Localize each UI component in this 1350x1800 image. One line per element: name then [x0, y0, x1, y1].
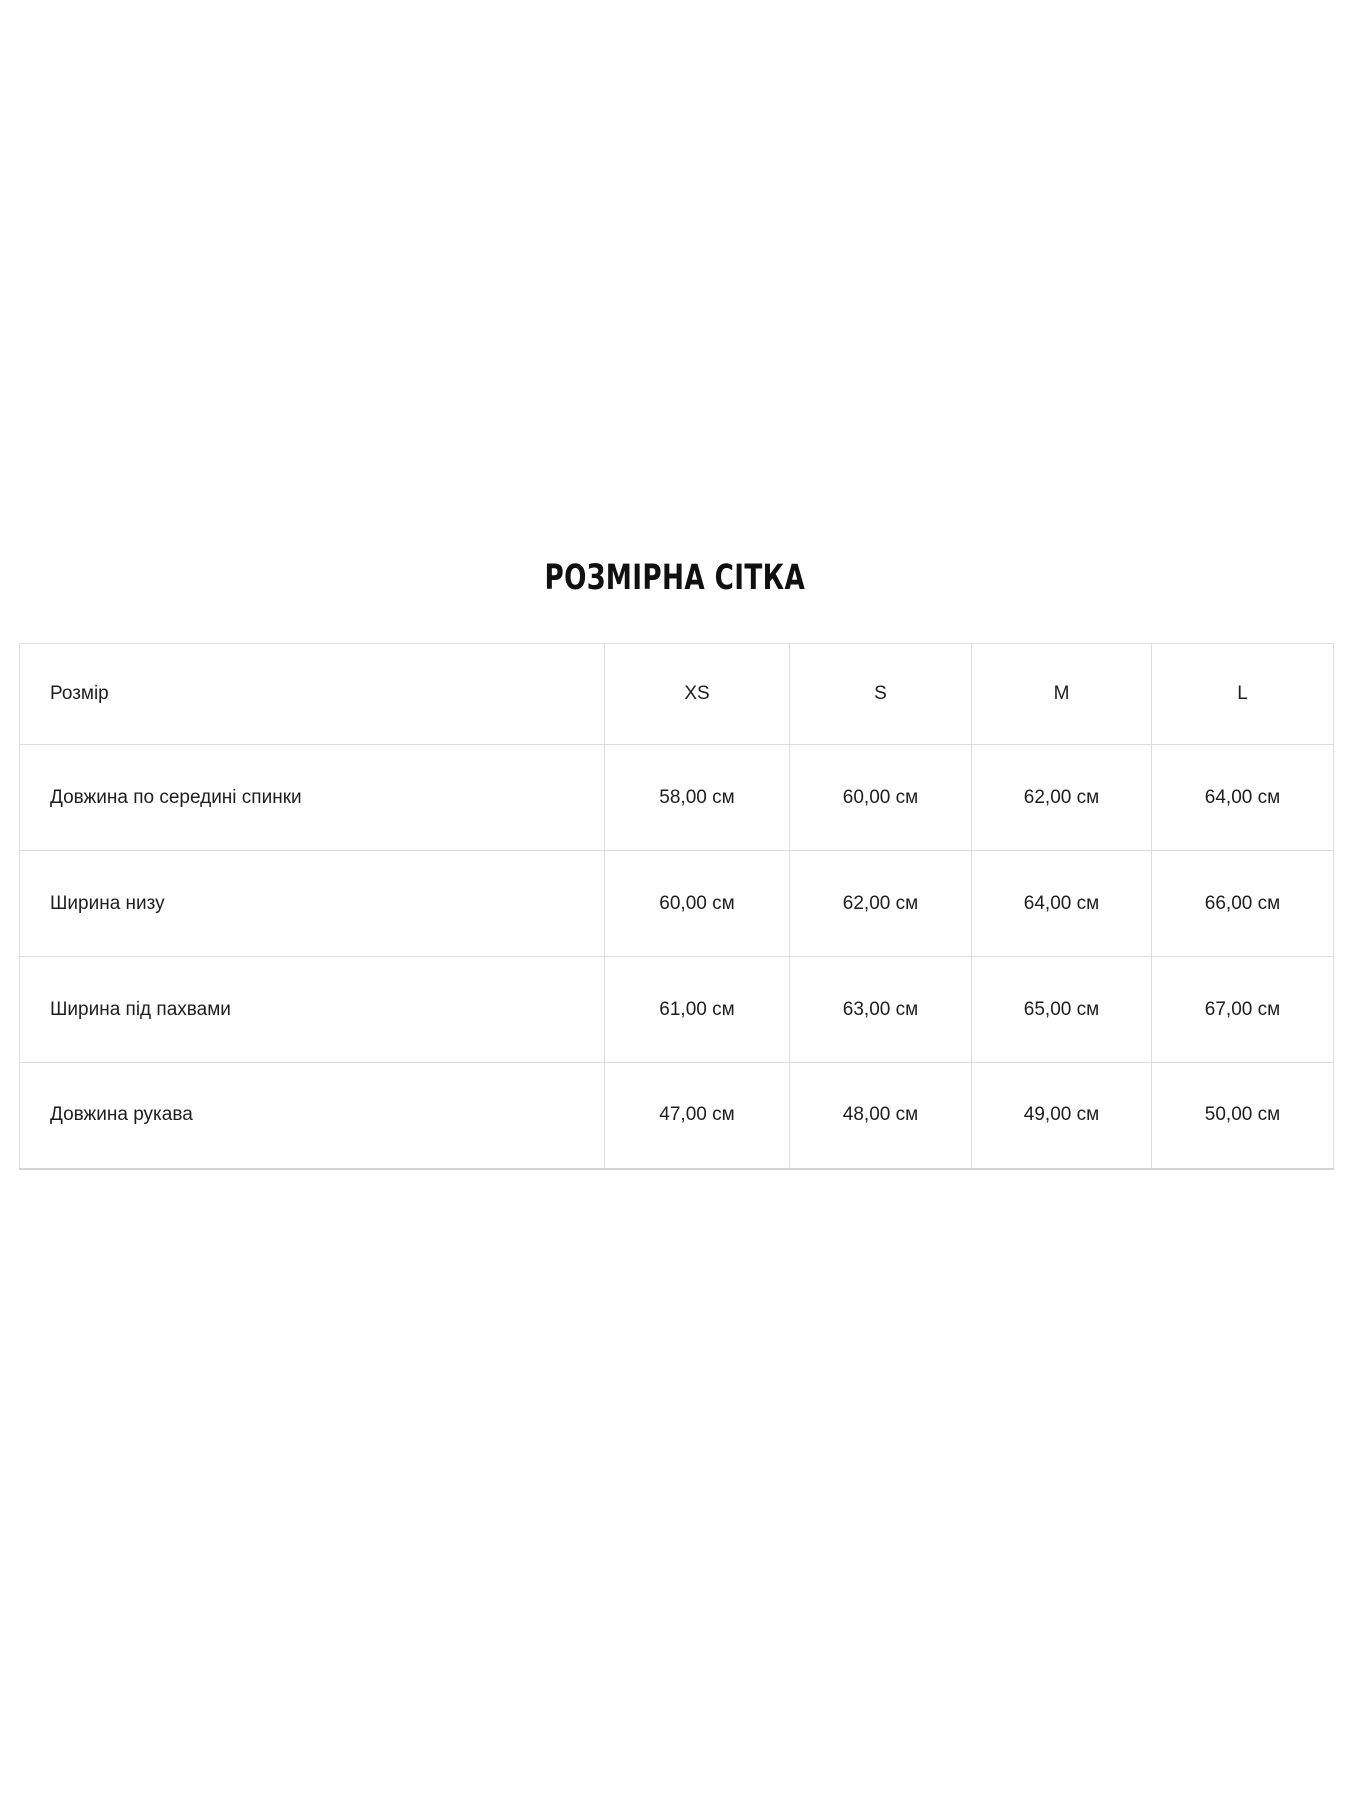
measurement-label: Довжина рукава — [20, 1063, 605, 1169]
measurement-value-xs: 58,00 см — [605, 745, 790, 851]
table-row-bottom-width — [20, 851, 1334, 957]
measurement-value-s: 63,00 см — [790, 957, 972, 1063]
measurement-value-m: 49,00 см — [972, 1063, 1152, 1169]
measurement-value-s: 48,00 см — [790, 1063, 972, 1169]
column-header-s: S — [790, 644, 972, 745]
table-row-sleeve-length — [20, 1063, 1334, 1169]
measurement-value-l: 67,00 см — [1152, 957, 1334, 1063]
page-title: РОЗМІРНА СІТКА — [544, 558, 806, 598]
size-table — [19, 643, 1334, 1170]
measurement-value-s: 62,00 см — [790, 851, 972, 957]
table-row-back-length — [20, 745, 1334, 851]
title-wrap — [0, 556, 1350, 600]
measurement-value-xs: 61,00 см — [605, 957, 790, 1063]
measurement-value-xs: 60,00 см — [605, 851, 790, 957]
measurement-value-l: 64,00 см — [1152, 745, 1334, 851]
measurement-value-s: 60,00 см — [790, 745, 972, 851]
measurement-value-m: 65,00 см — [972, 957, 1152, 1063]
column-header-size: Розмір — [20, 644, 605, 745]
measurement-label: Ширина під пахвами — [20, 957, 605, 1063]
column-header-m: M — [972, 644, 1152, 745]
column-header-xs: XS — [605, 644, 790, 745]
measurement-value-m: 62,00 см — [972, 745, 1152, 851]
measurement-label: Довжина по середині спинки — [20, 745, 605, 851]
measurement-label: Ширина низу — [20, 851, 605, 957]
measurement-value-m: 64,00 см — [972, 851, 1152, 957]
table-header-row — [20, 644, 1334, 745]
column-header-l: L — [1152, 644, 1334, 745]
measurement-value-l: 50,00 см — [1152, 1063, 1334, 1169]
measurement-value-xs: 47,00 см — [605, 1063, 790, 1169]
table-row-underarm-width — [20, 957, 1334, 1063]
measurement-value-l: 66,00 см — [1152, 851, 1334, 957]
